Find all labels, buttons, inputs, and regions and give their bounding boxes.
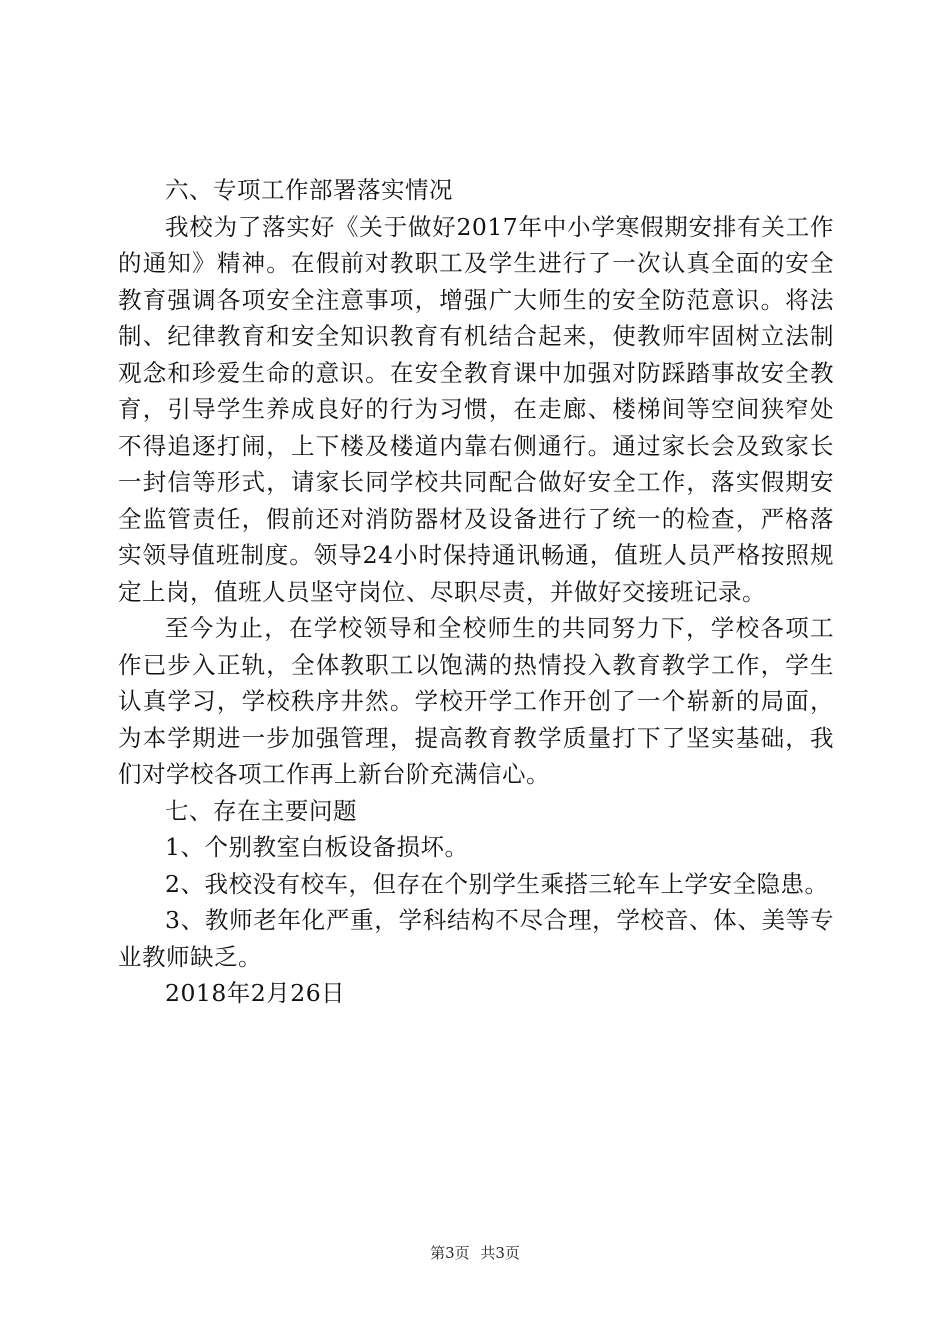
list-item-problem-2: 2、我校没有校车，但存在个别学生乘搭三轮车上学安全隐患。 bbox=[165, 869, 829, 898]
section-heading-six: 六、专项工作部署落实情况 bbox=[165, 176, 453, 204]
page-footer bbox=[0, 1243, 950, 1263]
section-heading-seven: 七、存在主要问题 bbox=[165, 796, 357, 825]
document-date: 2018年2月26日 bbox=[165, 979, 346, 1007]
document-body bbox=[118, 172, 834, 1012]
paragraph-summary: 至今为止，在学校领导和全校师生的共同努力下，学校各项工作已步入正轨，全体教职工以饱满的热情投入教育教学工作，学生认真学习，学校秩序井然。学校开学工作开创了一个崭新的局面，为本学期进一步加强管理，提高教育教学质量打下了坚实基础，我们对学校各项工作再上新台阶充满信心。 bbox=[118, 614, 834, 788]
page-number-current: 第3页 bbox=[430, 1244, 470, 1262]
list-item-problem-3: 3、教师老年化严重，学科结构不尽合理，学校音、体、美等专业教师缺乏。 bbox=[118, 906, 834, 971]
page-number-total: 共3页 bbox=[480, 1244, 520, 1262]
paragraph-safety-education: 我校为了落实好《关于做好2017年中小学寒假期安排有关工作的通知》精神。在假前对教职工及学生进行了一次认真全面的安全教育强调各项安全注意事项，增强广大师生的安全防范意识。将法制、纪律教育和安全知识教育有机结合起来，使教师牢固树立法制观念和珍爱生命的意识。在安全教育课中加强对防踩踏事故安全教育，引导学生养成良好的行为习惯，在走廊、楼梯间等空间狭窄处不得追逐打闹，上下楼及楼道内靠右侧通行。通过家长会及致家长一封信等形式，请家长同学校共同配合做好安全工作，落实假期安全监管责任，假前还对消防器材及设备进行了统一的检查，严格落实领导值班制度。领导24小时保持通讯畅通，值班人员严格按照规定上岗，值班人员坚守岗位、尽职尽责，并做好交接班记录。 bbox=[118, 212, 834, 606]
list-item-problem-1: 1、个别教室白板设备损坏。 bbox=[165, 833, 469, 861]
